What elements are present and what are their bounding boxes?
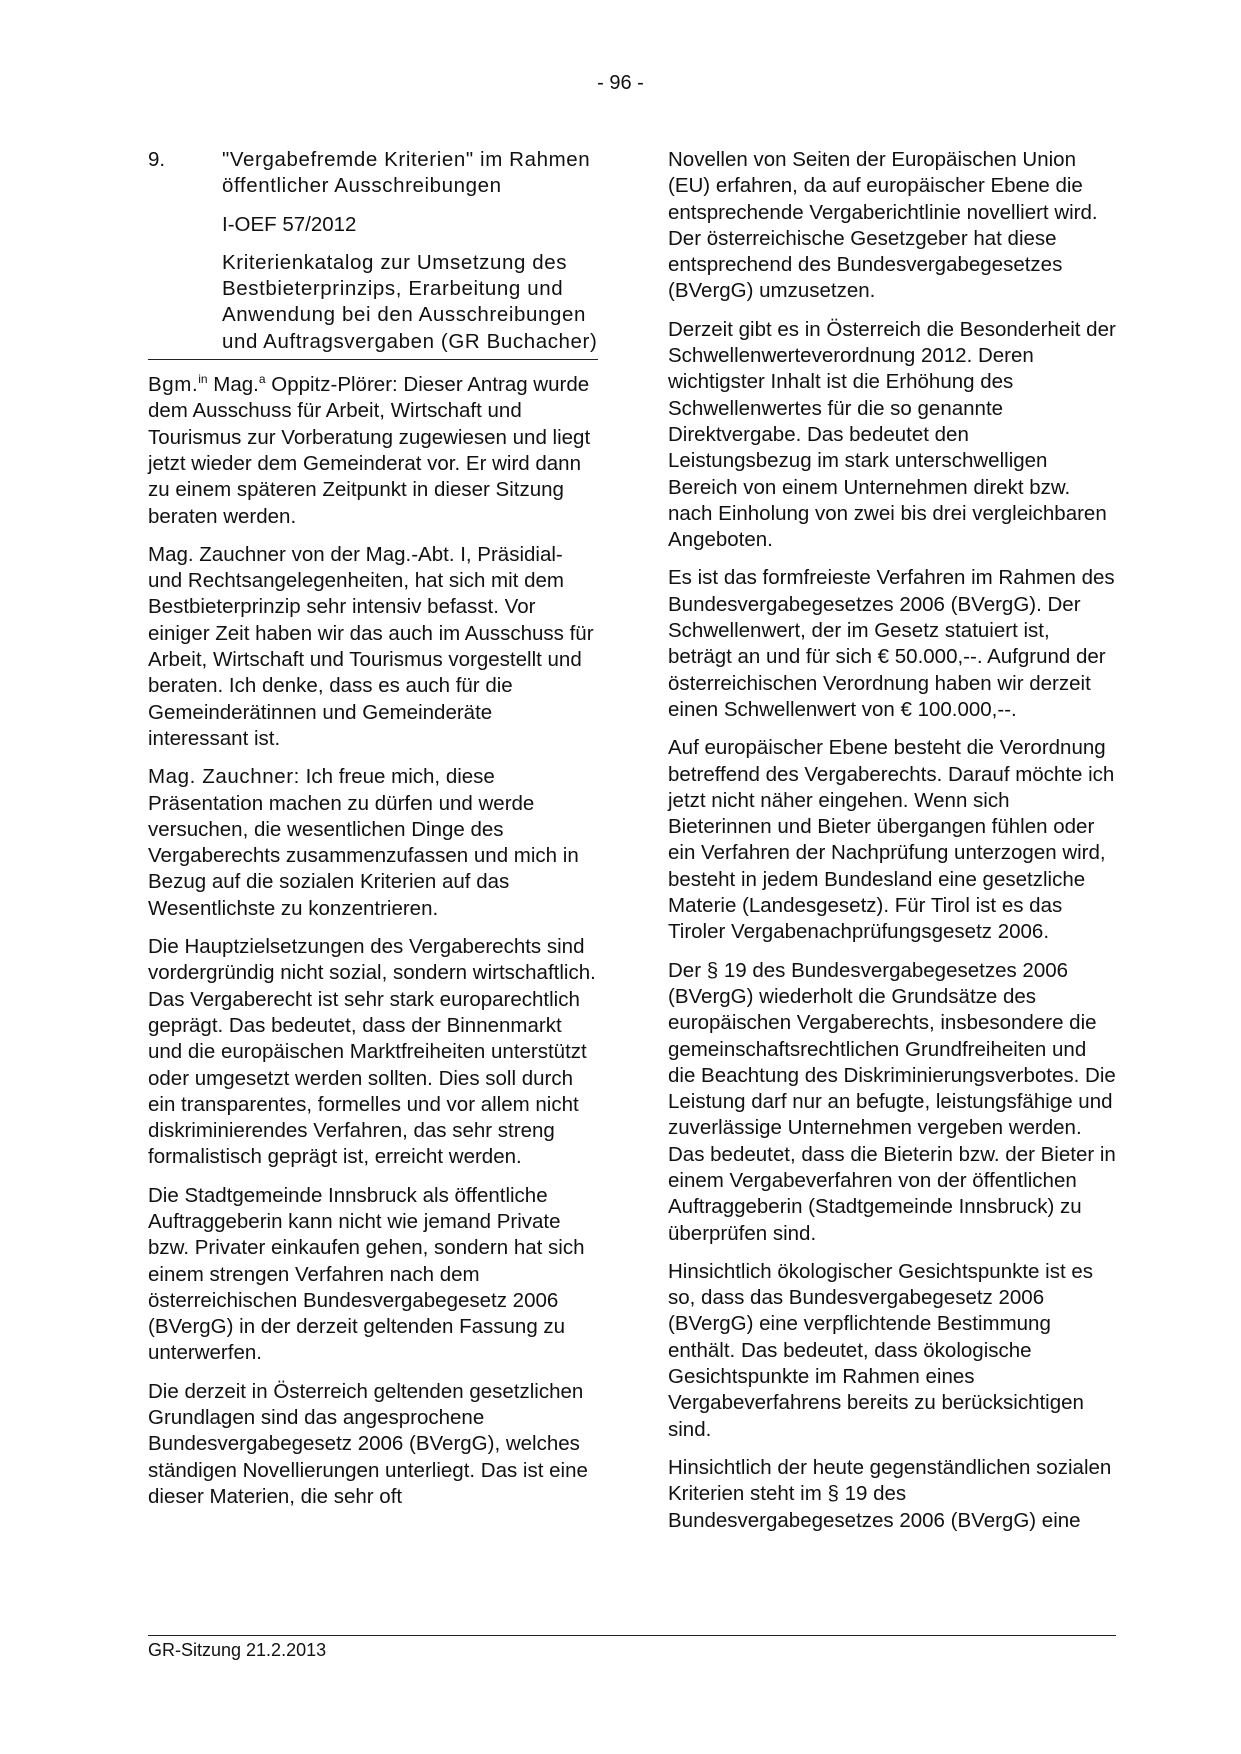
left-column [148,147,598,1522]
body-paragraph: Novellen von Seiten der Europäischen Union (EU) erfahren, da auf europäischer Ebene die entsprechende Vergaberichtlinie novelliert wird. Der österreichische Gesetzgeber hat diese entsprechend des Bundesvergabegesetzes (BVergG) umzusetzen. [668,148,1098,303]
body-paragraph: Die derzeit in Österreich geltenden gesetzlichen Grundlagen sind das angesprochene Bundesvergabegesetz 2006 (BVergG), welches ständigen Novellierungen unterliegt. Das ist eine dieser Materien, die sehr oft [148,1379,588,1508]
zauchner-paragraph [148,764,598,922]
zauchner-speaker: Mag. Zauchner: [148,765,300,789]
mayor-speaker-prefix: Bgm. [148,373,199,397]
body-paragraph: Mag. Zauchner von der Mag.-Abt. I, Präsidial- und Rechtsangelegenheiten, hat sich mit dem Bestbieterprinzip sehr intensiv befasst. Vor einiger Zeit haben wir das auch im Ausschuss für Arbeit, Wirtschaft und Tourismus vorgestellt und beraten. Ich denke, dass es auch für die Gemeinderätinnen und Gemeinderäte interessant ist. [148,542,594,750]
body-paragraph: Auf europäischer Ebene besteht die Verordnung betreffend des Vergaberechts. Darauf möchte ich jetzt nicht näher eingehen. Wenn sich Bieterinnen und Bieter übergangen fühlen oder ein Verfahren der Nachprüfung unterzogen wird, besteht in jedem Bundesland eine gesetzliche Materie (Landesgesetz). Für Tirol ist es das Tiroler Vergabenachprüfungsgesetz 2006. [668,736,1115,944]
intro-paragraph [148,372,598,530]
body-paragraph: Die Stadtgemeinde Innsbruck als öffentliche Auftraggeberin kann nicht wie jemand Private bzw. Privater einkaufen gehen, sondern hat sich einem strengen Verfahren nach dem österreichischen Bundesvergabegesetz 2006 (BVergG) in der derzeit geltenden Fassung zu unterwerfen. [148,1183,585,1365]
agenda-title: "Vergabefremde Kriterien" im Rahmen öffentlicher Ausschreibungen [222,148,591,198]
body-paragraph: Die Hauptzielsetzungen des Vergaberechts sind vordergründig nicht sozial, sondern wirtschaftlich. Das Vergaberecht ist sehr stark europarechtlich geprägt. Das bedeutet, dass der Binnenmarkt und die europäischen Marktfreiheiten unterstützt oder umgesetzt werden sollten. Dies soll durch ein transparentes, formelles und vor allem nicht diskriminierendes Verfahren, das sehr streng formalistisch geprägt ist, erreicht werden. [148,935,596,1169]
body-paragraph: Hinsichtlich ökologischer Gesichtspunkte ist es so, dass das Bundesvergabegesetz 2006 (BVergG) eine verpflichtende Bestimmung enthält. Das bedeutet, dass ökologische Gesichtspunkte im Rahmen eines Vergabeverfahrens bereits zu berücksichtigen sind. [668,1259,1093,1441]
body-paragraph: Der § 19 des Bundesvergabegesetzes 2006 (BVergG) wiederholt die Grundsätze des europäischen Vergaberechts, insbesondere die gemeinschaftsrechtlichen Grundfreiheiten und die Beachtung des Diskriminierungsverbotes. Die Leistung darf nur an befugte, leistungsfähige und zuverlässige Unternehmen vergeben werden. Das bedeutet, dass die Bieterin bzw. der Bieter in einem Vergabeverfahren von der öffentlichen Auftraggeberin (Stadtgemeinde Innsbruck) zu überprüfen sind. [668,958,1116,1245]
page-number: - 96 - [597,72,644,94]
zauchner-text: Ich freue mich, diese Präsentation machen zu dürfen und werde versuchen, die wesentlichen Dinge des Vergaberechts zusammenzufassen und mich in Bezug auf die sozialen Kriterien auf das Wesentlichste zu konzentrieren. [148,765,579,920]
mayor-sup-a: a [258,372,266,387]
footer-session-date: GR-Sitzung 21.2.2013 [148,1640,327,1660]
right-column [668,147,1116,1546]
agenda-item [148,147,598,355]
body-paragraph: Derzeit gibt es in Österreich die Besonderheit der Schwellenwerteverordnung 2012. Deren wichtigster Inhalt ist die Erhöhung des Schwellenwertes für die so genannte Direktvergabe. Das bedeutet den Leistungsbezug im stark unterschwelligen Bereich von einem Unternehmen direkt bzw. nach Einholung von zwei bis drei vergleichbaren Angeboten. [668,317,1116,552]
agenda-number: 9. [148,148,166,171]
body-paragraph: Es ist das formfreieste Verfahren im Rahmen des Bundesvergabegesetzes 2006 (BVergG). Der Schwellenwert, der im Gesetz statuiert ist, beträgt an und für sich € 50.000,--. Aufgrund der österreichischen Verordnung haben wir derzeit einen Schwellenwert von € 100.000,--. [668,566,1115,721]
body-paragraph: Hinsichtlich der heute gegenständlichen sozialen Kriterien steht im § 19 des Bundesvergabegesetzes 2006 (BVergG) eine [668,1455,1112,1532]
footer-divider [148,1635,1116,1636]
mayor-sup-in: in [198,372,208,387]
mayor-speaker-middle: Mag. [207,373,259,397]
agenda-body [222,147,598,355]
agenda-divider [148,359,598,360]
intro-text: Dieser Antrag wurde dem Ausschuss für Arbeit, Wirtschaft und Tourismus zur Vorberatung zugewiesen und liegt jetzt wieder dem Gemeinderat vor. Er wird dann zu einem späteren Zeitpunkt in dieser Sitzung beraten werden. [148,373,591,528]
agenda-subtitle: Kriterienkatalog zur Umsetzung des Bestbieterprinzips, Erarbeitung und Anwendung bei den Ausschreibungen und Auftragsvergaben (GR Buchacher) [222,250,598,353]
agenda-reference: I-OEF 57/2012 [222,212,357,236]
mayor-speaker-name: Oppitz-Plörer: [265,373,398,397]
